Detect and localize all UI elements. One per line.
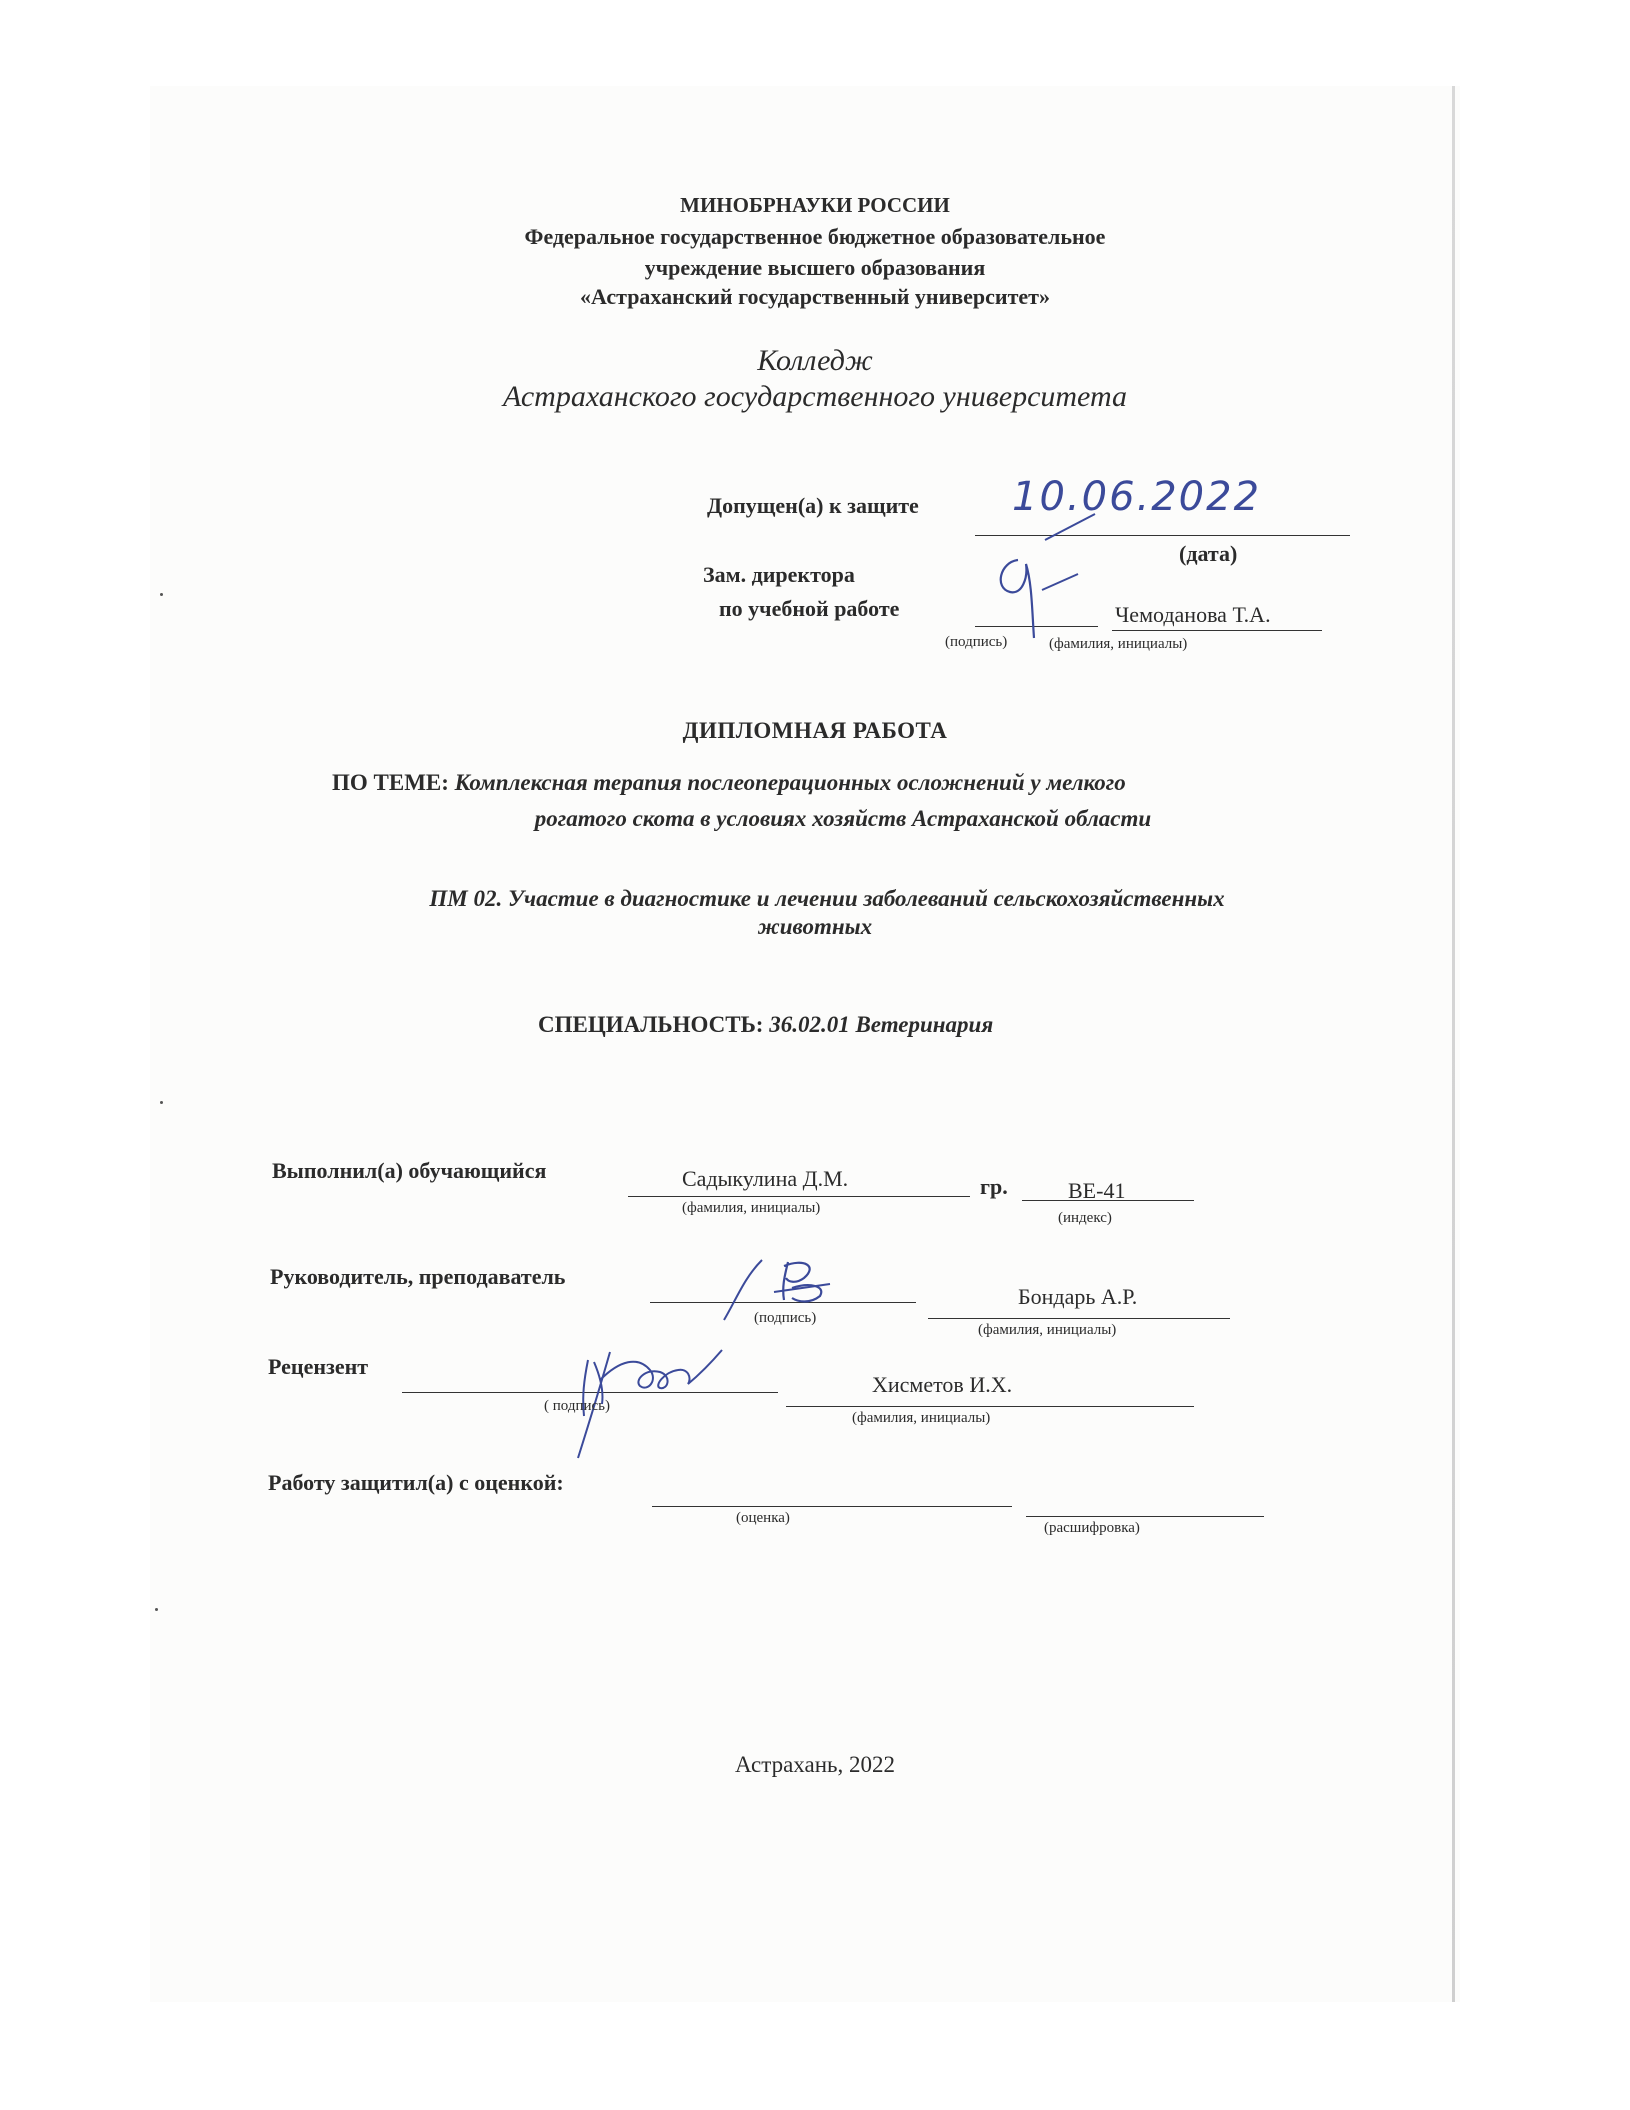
grade-caption: (оценка): [736, 1510, 790, 1526]
supervisor-name-caption: (фамилия, инициалы): [978, 1322, 1117, 1338]
admitted-date-line: [975, 535, 1350, 536]
deputy-name: Чемоданова Т.А.: [1115, 602, 1271, 627]
date-caption: (дата): [1179, 541, 1238, 566]
group-value: ВЕ-41: [1068, 1178, 1126, 1203]
student-label: Выполнил(а) обучающийся: [272, 1158, 547, 1183]
specialty-label: СПЕЦИАЛЬНОСТЬ:: [538, 1012, 764, 1037]
scan-dot: [160, 593, 163, 596]
supervisor-label: Руководитель, преподаватель: [270, 1264, 566, 1289]
college-line-2: Астраханского государственного университета: [502, 380, 1128, 413]
scan-dot: [160, 1101, 163, 1104]
reviewer-signature: [560, 1320, 760, 1470]
date-slash-mark: [1040, 510, 1100, 544]
grade-text-caption: (расшифровка): [1044, 1520, 1140, 1536]
scan-dot: [155, 1608, 158, 1611]
reviewer-name-line: [786, 1406, 1194, 1407]
city-year: Астрахань, 2022: [735, 1752, 895, 1777]
specialty-value: 36.02.01 Ветеринария: [769, 1012, 994, 1037]
reviewer-name: Хисметов И.Х.: [872, 1372, 1013, 1397]
module-line-1: ПМ 02. Участие в диагностике и лечении заболеваний сельскохозяйственных: [429, 886, 1225, 911]
deputy-name-line: [1112, 630, 1322, 631]
institution-line-1: Федеральное государственное бюджетное образовательное: [524, 224, 1106, 249]
admitted-date: 10.06.2022: [1012, 474, 1262, 520]
grade-label: Работу защитил(а) с оценкой:: [268, 1470, 564, 1495]
ministry-title: МИНОБРНАУКИ РОССИИ: [680, 193, 950, 217]
group-label: гр.: [980, 1174, 1008, 1199]
student-name-caption: (фамилия, инициалы): [682, 1200, 821, 1216]
deputy-name-caption: (фамилия, инициалы): [1049, 636, 1188, 652]
group-caption: (индекс): [1058, 1210, 1112, 1226]
deputy-signature-caption: (подпись): [945, 634, 1008, 650]
specialty-line: [538, 1012, 993, 1038]
grade-text-line: [1026, 1516, 1264, 1517]
college-line-1: Колледж: [757, 344, 873, 377]
supervisor-name: Бондарь А.Р.: [1018, 1284, 1138, 1309]
student-name: Садыкулина Д.М.: [682, 1166, 849, 1191]
module-line-2: животных: [757, 914, 873, 939]
document-type: ДИПЛОМНАЯ РАБОТА: [682, 718, 948, 743]
institution-line-2: учреждение высшего образования: [644, 255, 986, 280]
topic-label: ПО ТЕМЕ:: [332, 770, 449, 795]
grade-line: [652, 1506, 1012, 1507]
topic-text-2: рогатого скота в условиях хозяйств Астраханской области: [534, 806, 1152, 831]
reviewer-label: Рецензент: [268, 1354, 369, 1379]
institution-line-3: «Астраханский государственный университет»: [580, 284, 1050, 309]
reviewer-signature-caption: ( подпись): [544, 1398, 611, 1414]
deputy-label-2: по учебной работе: [719, 596, 900, 621]
reviewer-name-caption: (фамилия, инициалы): [852, 1410, 991, 1426]
admitted-label: Допущен(а) к защите: [707, 493, 919, 518]
topic-text-1: Комплексная терапия послеоперационных осложнений у мелкого: [454, 770, 1126, 795]
supervisor-signature-caption: (подпись): [754, 1310, 817, 1326]
topic-line-1: [332, 770, 1126, 796]
supervisor-name-line: [928, 1318, 1230, 1319]
deputy-label-1: Зам. директора: [703, 562, 855, 587]
student-name-line: [628, 1196, 970, 1197]
